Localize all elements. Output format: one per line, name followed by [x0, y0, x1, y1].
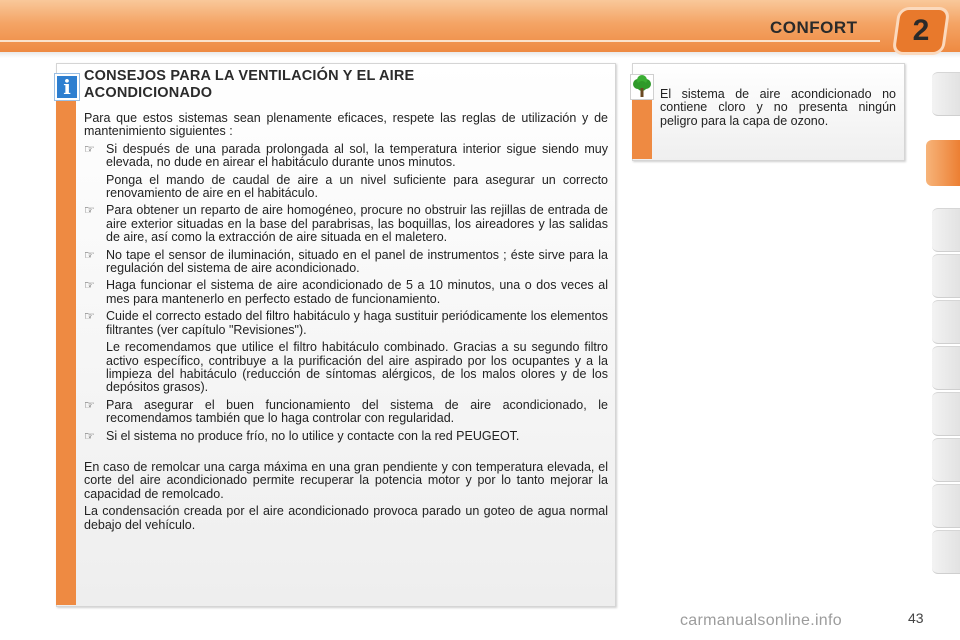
chapter-tab-1[interactable]	[932, 72, 960, 116]
list-item-text: Para obtener un reparto de aire homogéneo, procure no obstruir las rejillas de entrada de aire exterior situadas en la base del parabrisas, las boquillas, los aireadores y las salidas de aire, así como la extracción de aire situada en el maletero.	[106, 203, 608, 245]
pointing-hand-icon: ☞	[84, 247, 95, 262]
list-item	[84, 204, 608, 244]
chapter-tab-3[interactable]	[932, 208, 960, 252]
pointing-hand-icon: ☞	[84, 428, 95, 443]
section-title: CONFORT	[770, 18, 858, 37]
list-item	[84, 310, 608, 337]
chapter-tab-7[interactable]	[932, 392, 960, 436]
tree-icon	[630, 74, 654, 100]
spacer	[84, 447, 608, 461]
list-item	[84, 249, 608, 276]
header-shadow	[0, 52, 960, 58]
chapter-tab-6[interactable]	[932, 346, 960, 390]
chapter-tab-10[interactable]	[932, 530, 960, 574]
chapter-tab-4[interactable]	[932, 254, 960, 298]
list-item-text: Cuide el correcto estado del filtro habitáculo y haga sustituir periódicamente los elementos filtrantes (ver capítulo "Revisiones").	[106, 309, 608, 337]
list-item-text: Para asegurar el buen funcionamiento del sistema de aire acondicionado, le recomendamos también que lo haga controlar con regularidad.	[106, 397, 608, 426]
towing-paragraph: En caso de remolcar una carga máxima en una gran pendiente y con temperatura elevada, el corte del aire acondicionado permite recuperar la potencia motor y por lo tanto mejorar la capacidad de remolcado.	[84, 459, 608, 501]
header-divider	[0, 40, 880, 42]
list-item-continuation: Ponga el mando de caudal de aire a un nivel suficiente para asegurar un correcto renovamiento de aire en el habitáculo.	[106, 172, 608, 201]
page-number: 43	[908, 610, 924, 626]
pointing-hand-icon: ☞	[84, 203, 95, 218]
chapter-number: 2	[912, 14, 930, 47]
pointing-hand-icon: ☞	[84, 309, 95, 324]
chapter-tab-5[interactable]	[932, 300, 960, 344]
condensation-paragraph: La condensación creada por el aire acondicionado provoca parado un goteo de agua normal debajo del vehículo.	[84, 504, 608, 532]
list-item	[84, 279, 608, 306]
chapter-tab-2-active[interactable]	[926, 140, 960, 186]
info-icon: i	[55, 74, 79, 100]
eco-panel-accent-bar	[632, 100, 652, 159]
watermark: carmanualsonline.info	[680, 612, 842, 629]
advice-content	[84, 112, 608, 536]
list-item	[84, 143, 608, 170]
list-item-continuation: Le recomendamos que utilice el filtro habitáculo combinado. Gracias a su segundo filtro activo específico, contribuye a la purificación del aire aspirado por los ocupantes y a la limpieza del habitáculo (reducción de síntomas alérgicos, de los malos olores y de los depósitos grasos).	[106, 340, 608, 395]
list-item-text: Si después de una parada prolongada al sol, la temperatura interior sigue siendo muy elevada, no dude en airear el habitáculo durante unos minutos.	[106, 141, 608, 170]
advice-panel-accent-bar	[56, 100, 76, 605]
pointing-hand-icon: ☞	[84, 397, 95, 412]
list-item	[84, 399, 608, 426]
pointing-hand-icon: ☞	[84, 278, 95, 293]
list-item-text: No tape el sensor de iluminación, situado en el panel de instrumentos ; éste sirve para la regulación del sistema de aire acondicionado.	[106, 247, 608, 276]
list-item-text: Si el sistema no produce frío, no lo utilice y contacte con la red PEUGEOT.	[106, 428, 520, 443]
panel-title: CONSEJOS PARA LA VENTILACIÓN Y EL AIRE ACONDICIONADO	[84, 68, 415, 101]
chapter-tabs	[926, 72, 960, 578]
chapter-tab-8[interactable]	[932, 438, 960, 482]
eco-text: El sistema de aire acondicionado no contiene cloro y no presenta ningún peligro para la capa de ozono.	[660, 87, 896, 128]
list-item-text: Haga funcionar el sistema de aire acondicionado de 5 a 10 minutos, una o dos veces al mes para mantenerlo en perfecto estado de funcionamiento.	[106, 278, 608, 306]
list-item	[84, 430, 608, 443]
chapter-badge	[898, 10, 944, 52]
chapter-tab-9[interactable]	[932, 484, 960, 528]
pointing-hand-icon: ☞	[84, 141, 95, 156]
intro-paragraph: Para que estos sistemas sean plenamente eficaces, respete las reglas de utilización y de mantenimiento siguientes :	[84, 111, 608, 139]
